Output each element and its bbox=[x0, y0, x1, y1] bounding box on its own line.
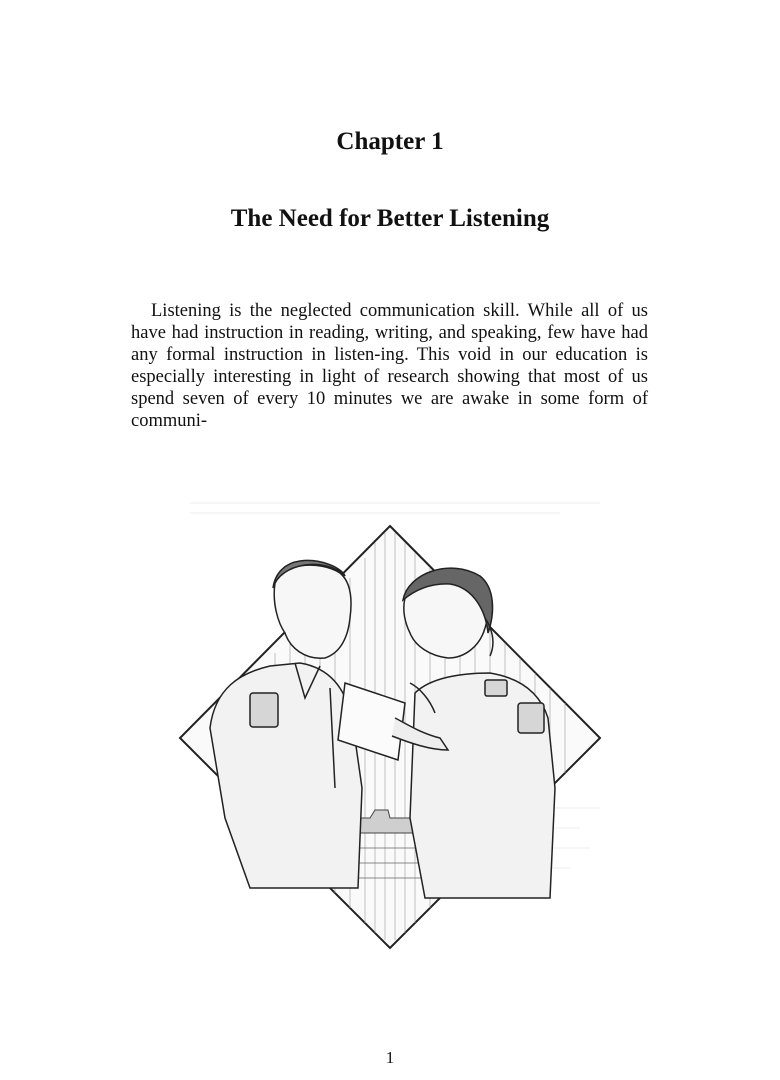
chapter-label: Chapter 1 bbox=[336, 128, 444, 155]
body-paragraph: Listening is the neglected communication skill. While all of us have had instruction in reading, writing, and speaking, few have had any formal instruction in listen-ing. This void in our education is especially interesting in light of research showing that most of us spend seven of every 10 minutes we are awake in some form of communi- bbox=[131, 301, 648, 431]
chapter-title: The Need for Better Listening bbox=[230, 205, 550, 232]
pilots-illustration bbox=[130, 488, 650, 963]
page-number: 1 bbox=[385, 1048, 395, 1067]
